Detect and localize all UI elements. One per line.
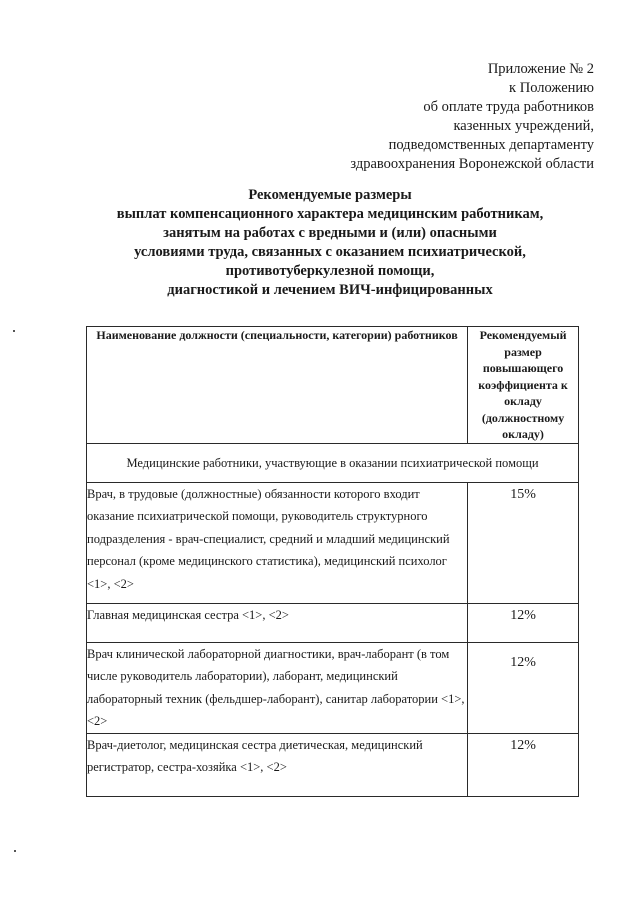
title-line: условиями труда, связанных с оказанием психиатрической, (134, 244, 526, 260)
coef-header-line: размер (504, 344, 542, 359)
table-row (87, 603, 579, 642)
attachment-line: казенных учреждений, (453, 118, 594, 134)
title-line: диагностикой и лечением ВИЧ-инфицированных (167, 282, 493, 298)
document-title (80, 186, 580, 300)
coef-header-line: коэффициента к (478, 377, 568, 392)
title-line: противотуберкулезной помощи, (225, 263, 435, 279)
coef-header-line: Рекомендуемый (479, 328, 567, 342)
coef-header-line: окладу) (502, 427, 544, 441)
column-header-position: Наименование должности (специальности, категории) работников (87, 327, 468, 444)
scan-speck (13, 330, 15, 332)
coefficients-table (86, 326, 579, 797)
column-header-coefficient (468, 327, 579, 444)
title-line: Рекомендуемые размеры (248, 187, 412, 203)
position-cell: Врач клинической лабораторной диагностики, врач-лаборант (в том числе руководитель лаборатории), лаборант, медицинский лабораторный техник (фельдшер-лаборант), санитар лаборатории <1>, <2> (87, 642, 468, 733)
attachment-note (350, 60, 594, 174)
table-row (87, 482, 579, 603)
attachment-line: подведомственных департаменту (388, 137, 594, 153)
coef-header-line: окладу (504, 394, 542, 408)
coefficient-cell: 12% (468, 733, 579, 796)
attachment-line: об оплате труда работников (423, 99, 594, 115)
section-heading: Медицинские работники, участвующие в оказании психиатрической помощи (87, 443, 579, 482)
position-cell: Главная медицинская сестра <1>, <2> (87, 603, 468, 642)
position-cell: Врач-диетолог, медицинская сестра диетическая, медицинский регистратор, сестра-хозяйка <1>, <2> (87, 733, 468, 796)
scan-speck (14, 850, 16, 852)
table-header-row (87, 327, 579, 444)
table-row (87, 642, 579, 733)
table-row (87, 733, 579, 796)
title-line: выплат компенсационного характера медицинским работникам, (116, 206, 544, 222)
coef-header-line: (должностному (481, 410, 565, 425)
coef-header-line: повышающего (482, 361, 564, 375)
position-cell: Врач, в трудовые (должностные) обязанности которого входит оказание психиатрической помощи, руководитель структурного подразделения - врач-специалист, средний и младший медицинский персонал (кроме медицинского статистика), медицинский психолог <1>, <2> (87, 482, 468, 603)
coefficient-cell: 15% (468, 482, 579, 603)
coefficient-cell: 12% (468, 642, 579, 733)
coefficient-cell: 12% (468, 603, 579, 642)
attachment-line: к Положению (509, 80, 594, 96)
section-row (87, 443, 579, 482)
attachment-line: Приложение № 2 (487, 61, 594, 77)
attachment-line: здравоохранения Воронежской области (350, 156, 594, 172)
title-line: занятым на работах с вредными и (или) опасными (163, 225, 497, 241)
